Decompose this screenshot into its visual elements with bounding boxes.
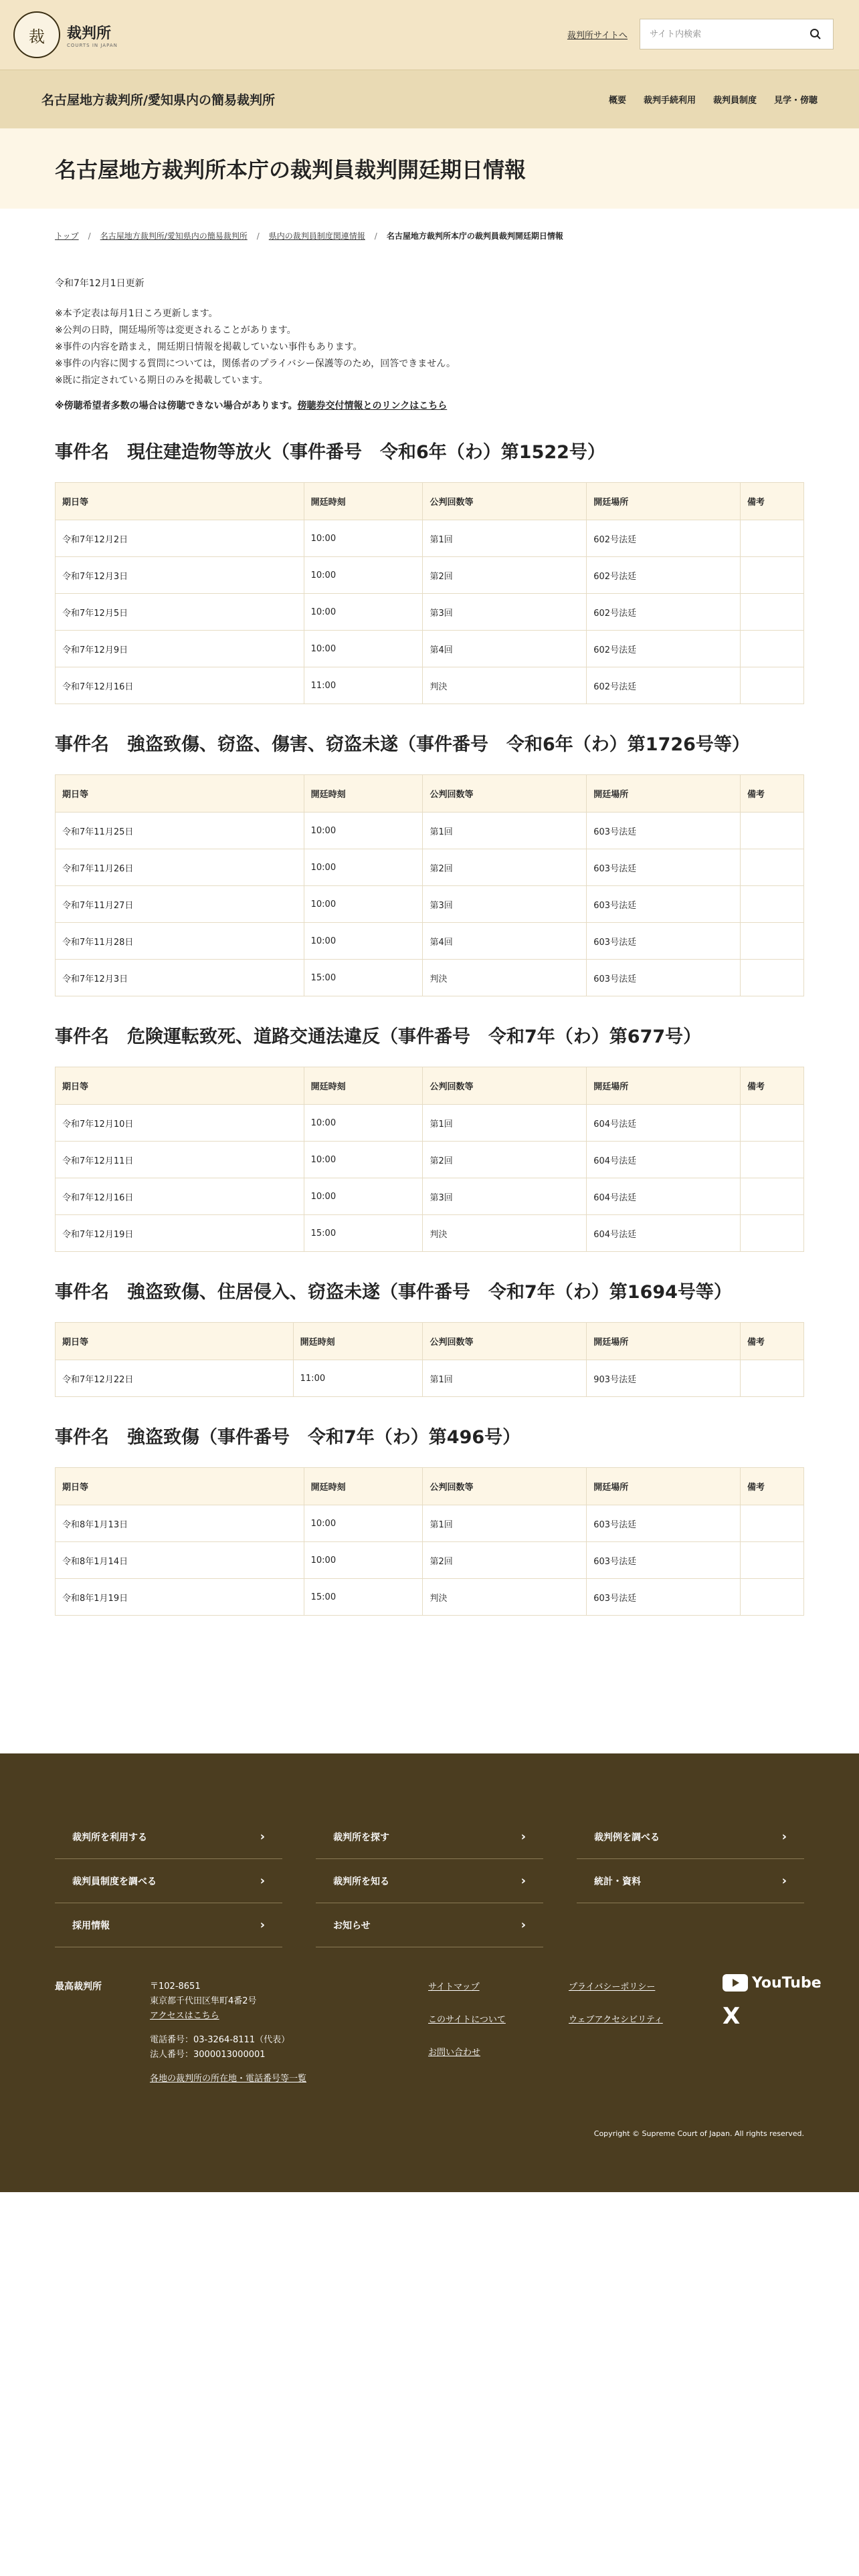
- footer-org-name: 最高裁判所: [55, 1981, 102, 1992]
- chevron-right-icon: ›: [520, 1830, 526, 1844]
- table-row: 令和7年11月25日 10:00 第1回 603号法廷: [56, 813, 804, 849]
- table-row: 令和7年11月27日 10:00 第3回 603号法廷: [56, 886, 804, 923]
- breadcrumb: トップ / 名古屋地方裁判所/愛知県内の簡易裁判所 / 県内の裁判員制度関連情報 / 名古屋地方裁判所本庁の裁判員裁判開廷期日情報: [55, 231, 563, 241]
- table-row: 令和7年12月19日 15:00 判決 604号法廷: [56, 1215, 804, 1252]
- table-row: 令和7年12月10日 10:00 第1回 604号法廷: [56, 1105, 804, 1142]
- table-row: 令和7年12月22日 11:00 第1回 903号法廷: [56, 1360, 804, 1397]
- logo-emblem: 裁: [13, 11, 60, 58]
- table-row: 令和8年1月13日 10:00 第1回 603号法廷: [56, 1505, 804, 1542]
- schedule-table: [55, 482, 804, 704]
- audience-notice: ※傍聴希望者多数の場合は傍聴できない場合があります。傍聴券交付情報とのリンクはこちら: [55, 401, 448, 411]
- footer-menu-use-courts[interactable]: 裁判所を利用する ›: [55, 1815, 282, 1859]
- nav-link-procedures[interactable]: 裁判手続利用: [643, 96, 696, 106]
- chevron-right-icon: ›: [260, 1874, 265, 1888]
- x-icon[interactable]: X: [723, 2003, 741, 2030]
- note-item: ※既に指定されている期日のみを掲載しています。: [55, 375, 268, 386]
- breadcrumb-lay-judge-info[interactable]: 県内の裁判員制度関連情報: [268, 231, 365, 241]
- table-header-row: 期日等 開廷時刻 公判回数等 開廷場所 備考: [56, 1468, 804, 1505]
- contact-link[interactable]: お問い合わせ: [428, 2048, 481, 2058]
- nav-link-lay-judge[interactable]: 裁判員制度: [712, 96, 757, 106]
- footer-menu: [55, 1815, 804, 1947]
- nav-link-visit[interactable]: 見学・傍聴: [773, 96, 818, 106]
- global-nav: [609, 93, 818, 106]
- court-site-link[interactable]: 裁判所サイトへ: [567, 30, 628, 41]
- sitemap-link[interactable]: サイトマップ: [428, 1982, 480, 1992]
- table-row: 令和8年1月19日 15:00 判決 603号法廷: [56, 1579, 804, 1616]
- case-title: 事件名 強盗致傷、住居侵入、窃盗未遂（事件番号 令和7年（わ）第1694号等）: [55, 1282, 732, 1303]
- footer: [0, 1753, 859, 2192]
- footer-address: 〒102-8651 東京都千代田区隼町4番2号 アクセスはこちら 電話番号：03-3264-8111（代表） 法人番号：3000013000001 各地の裁判所の所在地・電話番号等一覧: [150, 1981, 307, 2084]
- note-item: ※本予定表は毎月1日ころ更新します。: [55, 308, 218, 319]
- footer-menu-case-law[interactable]: 裁判例を調べる ›: [577, 1815, 804, 1859]
- court-list-link[interactable]: 各地の裁判所の所在地・電話番号等一覧: [150, 2074, 307, 2084]
- schedule-table: [55, 1067, 804, 1252]
- chevron-right-icon: ›: [781, 1874, 787, 1888]
- logo-subtitle: COURTS IN JAPAN: [67, 42, 118, 48]
- table-row: 令和7年12月5日 10:00 第3回 602号法廷: [56, 594, 804, 631]
- access-link[interactable]: アクセスはこちら: [150, 2011, 219, 2021]
- table-row: 令和7年12月11日 10:00 第2回 604号法廷: [56, 1142, 804, 1178]
- table-header-row: 期日等 開廷時刻 公判回数等 開廷場所 備考: [56, 775, 804, 813]
- chevron-right-icon: ›: [260, 1918, 265, 1932]
- search-input[interactable]: [650, 29, 807, 39]
- accessibility-link[interactable]: ウェブアクセシビリティ: [569, 2015, 663, 2025]
- note-item: ※公判の日時，開廷場所等は変更されることがあります。: [55, 325, 296, 336]
- table-header-row: 期日等 開廷時刻 公判回数等 開廷場所 備考: [56, 1067, 804, 1105]
- case-title: 事件名 危険運転致死、道路交通法違反（事件番号 令和7年（わ）第677号）: [55, 1027, 702, 1047]
- footer-menu-news[interactable]: お知らせ ›: [316, 1903, 543, 1947]
- breadcrumb-current: 名古屋地方裁判所本庁の裁判員裁判開廷期日情報: [386, 231, 563, 241]
- case-title: 事件名 強盗致傷、窃盗、傷害、窃盗未遂（事件番号 令和6年（わ）第1726号等）: [55, 734, 750, 755]
- title-band: [0, 128, 859, 209]
- site-logo[interactable]: [13, 11, 118, 58]
- case-title: 事件名 現住建造物等放火（事件番号 令和6年（わ）第1522号）: [55, 442, 605, 463]
- table-row: 令和7年11月26日 10:00 第2回 603号法廷: [56, 849, 804, 886]
- schedule-table: [55, 774, 804, 996]
- breadcrumb-court[interactable]: 名古屋地方裁判所/愛知県内の簡易裁判所: [100, 231, 248, 241]
- note-item: ※事件の内容を踏まえ，開廷期日情報を掲載していない事件もあります。: [55, 342, 363, 352]
- footer-menu-recruit[interactable]: 採用情報 ›: [55, 1903, 282, 1947]
- chevron-right-icon: ›: [520, 1918, 526, 1932]
- table-row: 令和7年12月3日 10:00 第2回 602号法廷: [56, 557, 804, 594]
- ticket-info-link[interactable]: 傍聴券交付情報とのリンクはこちら: [297, 401, 448, 411]
- updated-date: 令和7年12月1日更新: [55, 278, 145, 289]
- table-row: 令和7年12月9日 10:00 第4回 602号法廷: [56, 631, 804, 667]
- main-content: [0, 230, 859, 1616]
- privacy-policy-link[interactable]: プライバシーポリシー: [569, 1982, 656, 1992]
- footer-menu-lay-judge[interactable]: 裁判員制度を調べる ›: [55, 1859, 282, 1903]
- copyright: Copyright © Supreme Court of Japan. All rights reserved.: [593, 2129, 804, 2138]
- search-box: [640, 19, 834, 49]
- table-row: 令和7年12月16日 11:00 判決 602号法廷: [56, 667, 804, 704]
- table-header-row: 期日等 開廷時刻 公判回数等 開廷場所 備考: [56, 1323, 804, 1360]
- top-header: [0, 0, 859, 70]
- chevron-right-icon: ›: [781, 1830, 787, 1844]
- notes: [55, 306, 804, 389]
- youtube-icon: [723, 1974, 748, 1992]
- footer-links-col2: [569, 1979, 663, 2045]
- footer-menu-about-courts[interactable]: 裁判所を知る ›: [316, 1859, 543, 1903]
- nav-link-overview[interactable]: 概要: [608, 96, 626, 106]
- footer-links-col1: [428, 1979, 506, 2078]
- schedule-table: [55, 1322, 804, 1397]
- breadcrumb-top[interactable]: トップ: [55, 231, 79, 241]
- nav-bar: [0, 70, 859, 128]
- table-row: 令和8年1月14日 10:00 第2回 603号法廷: [56, 1542, 804, 1579]
- note-item: ※事件の内容に関する質問については，関係者のプライバシー保護等のため，回答できません。: [55, 358, 456, 369]
- table-header-row: 期日等 開廷時刻 公判回数等 開廷場所 備考: [56, 483, 804, 520]
- schedule-table: [55, 1467, 804, 1616]
- table-row: 令和7年12月3日 15:00 判決 603号法廷: [56, 960, 804, 996]
- youtube-link[interactable]: YouTube: [723, 1974, 822, 1992]
- case-title: 事件名 強盗致傷（事件番号 令和7年（わ）第496号）: [55, 1427, 521, 1448]
- page-title: 名古屋地方裁判所本庁の裁判員裁判開廷期日情報: [55, 157, 527, 183]
- site-name[interactable]: 名古屋地方裁判所/愛知県内の簡易裁判所: [41, 93, 275, 108]
- chevron-right-icon: ›: [520, 1874, 526, 1888]
- footer-menu-find-courts[interactable]: 裁判所を探す ›: [316, 1815, 543, 1859]
- table-row: 令和7年12月2日 10:00 第1回 602号法廷: [56, 520, 804, 557]
- chevron-right-icon: ›: [260, 1830, 265, 1844]
- table-row: 令和7年11月28日 10:00 第4回 603号法廷: [56, 923, 804, 960]
- about-site-link[interactable]: このサイトについて: [428, 2015, 506, 2025]
- logo-title: 裁判所: [67, 24, 112, 42]
- social-links: [723, 1974, 822, 2028]
- footer-menu-statistics[interactable]: 統計・資料 ›: [577, 1859, 804, 1903]
- search-icon[interactable]: [807, 26, 824, 42]
- table-row: 令和7年12月16日 10:00 第3回 604号法廷: [56, 1178, 804, 1215]
